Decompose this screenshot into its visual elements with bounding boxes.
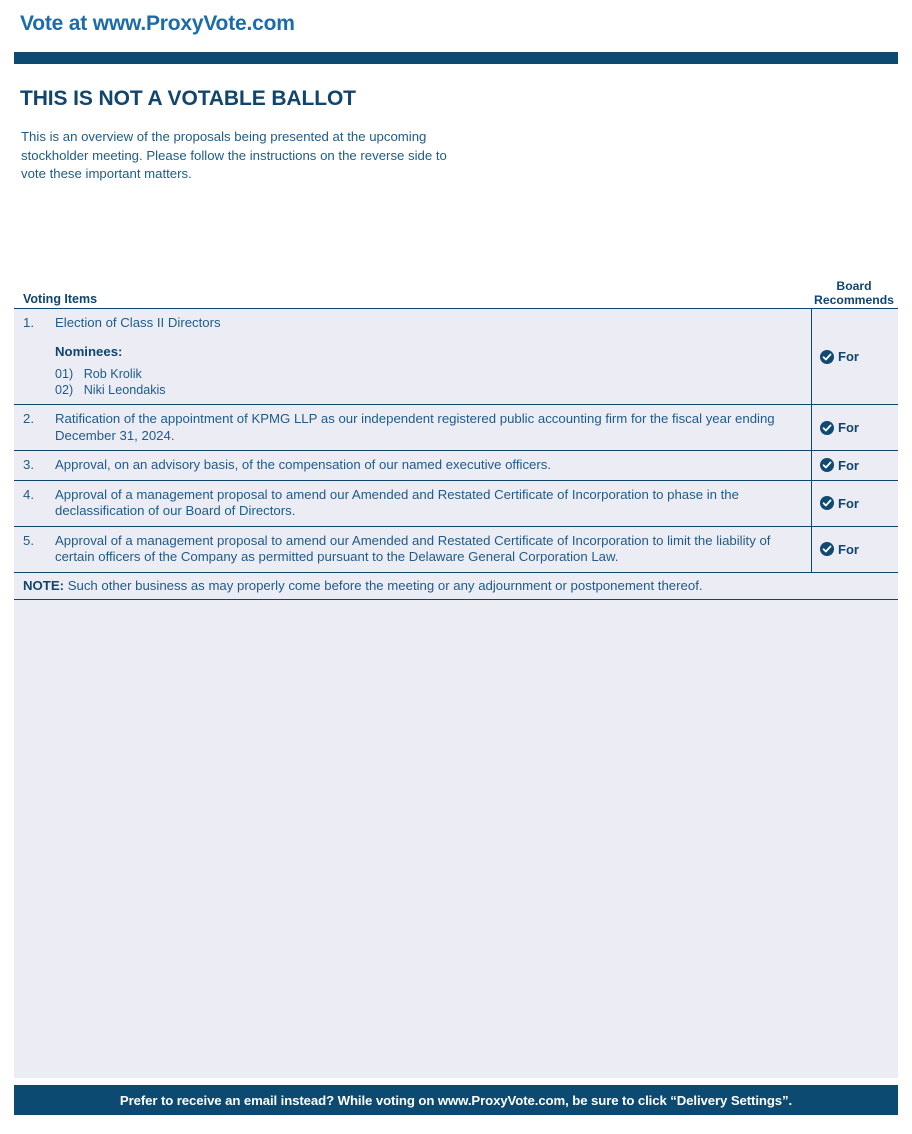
footer-bar [14,1085,898,1115]
row-proposal-cell [14,527,811,572]
recommendation-label: For [838,457,859,473]
list-item: 01) Rob Krolik [55,367,142,381]
header-divider-rule [14,52,898,64]
row-proposal-cell [14,451,811,480]
check-circle-icon [820,496,834,510]
table-background-filler [14,577,898,1078]
row-proposal-text-wrap [55,315,803,398]
intro-description: This is an overview of the proposals being presented at the upcoming stockholder meeting. Please follow the instructions on the reverse side to vote these important matters. [21,129,447,181]
table-column-headers [14,276,898,308]
recommendation-badge [820,349,859,364]
column-header-voting-items: Voting Items [23,292,98,306]
row-recommendation-cell [811,405,898,450]
recommendation-badge [820,542,859,557]
table-body [14,308,898,600]
check-circle-icon [820,350,834,364]
recommendation-badge [820,420,859,435]
table-row [14,451,898,481]
recommendation-label: For [838,495,859,511]
row-recommendation-cell [811,451,898,480]
row-number: 3. [23,457,34,472]
row-number: 1. [23,315,34,330]
row-proposal-cell [14,309,811,404]
list-item: 02) Niki Leondakis [55,382,166,397]
check-circle-icon [820,421,834,435]
recommendation-label: For [838,541,859,557]
note-body: Such other business as may properly come before the meeting or any adjournment or postponement thereof. [64,577,703,593]
row-proposal-cell [14,405,811,450]
note-text-wrap [23,577,703,594]
row-recommendation-cell [811,481,898,526]
recommendation-label: For [838,349,859,364]
row-number: 5. [23,532,34,548]
page-title: THIS IS NOT A VOTABLE BALLOT [20,87,356,110]
row-recommendation-cell [811,309,898,404]
recommendation-label: For [838,420,859,435]
check-circle-icon [820,458,834,472]
proxyvote-link-header[interactable]: Vote at www.ProxyVote.com [20,12,295,35]
note-label: NOTE: [23,577,65,593]
proposal-title: Approval of a management proposal to amend our Amended and Restated Certificate of Incorporation to limit the liability of certain officers of the Company as permitted pursuant to the Delaware General Corporation Law. [55,532,771,564]
row-number: 4. [23,486,34,502]
table-row [14,481,898,527]
table-row [14,405,898,451]
proposal-title: Election of Class II Directors [55,315,221,330]
column-header-board-recommends: Board Recommends [814,279,894,307]
note-row [14,573,898,599]
row-number: 2. [23,411,34,426]
voting-items-table [14,276,898,600]
proposal-title: Ratification of the appointment of KPMG LLP as our independent registered public accounting firm for the fiscal year ending December 31, 2024. [55,411,775,443]
row-recommendation-cell [811,527,898,572]
nominees-list [55,367,803,398]
row-proposal-cell [14,481,811,526]
proposal-title: Approval, on an advisory basis, of the compensation of our named executive officers. [55,457,552,472]
table-row [14,527,898,573]
footer-message: Prefer to receive an email instead? While voting on www.ProxyVote.com, be sure to click “Delivery Settings”. [119,1092,793,1108]
table-row [14,309,898,405]
proposal-title: Approval of a management proposal to amend our Amended and Restated Certificate of Incorporation to phase in the declassification of our Board of Directors. [55,486,739,518]
recommendation-badge [820,458,859,473]
check-circle-icon [820,542,834,556]
recommendation-badge [820,496,859,511]
nominees-label: Nominees: [55,343,123,359]
